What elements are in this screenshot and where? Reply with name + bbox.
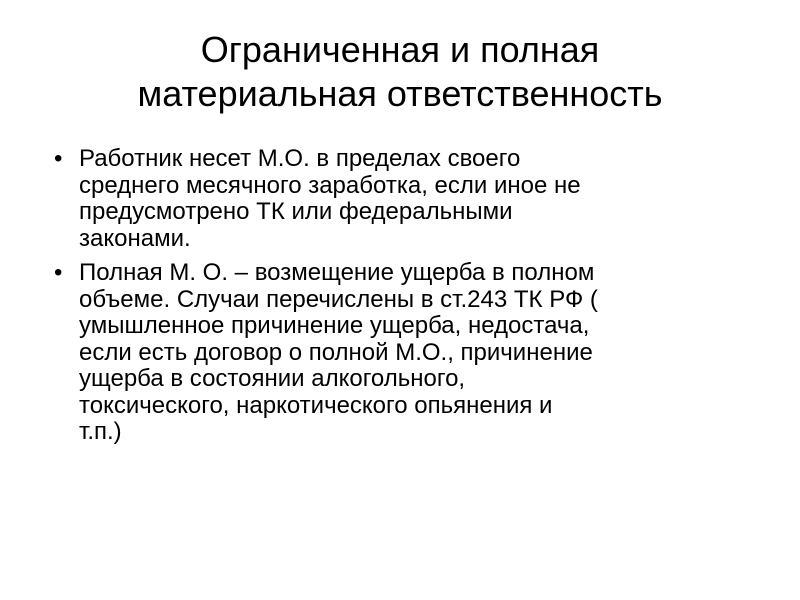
bullet-line: ущерба в состоянии алкогольного,	[79, 365, 466, 392]
bullet-icon: •	[54, 259, 63, 286]
bullet-line: Работник несет М.О. в пределах своего	[79, 145, 521, 172]
bullet-item-1	[40, 146, 770, 252]
bullet-list	[40, 146, 770, 454]
slide-title-line-1: Ограниченная и полная	[200, 29, 600, 70]
bullet-line: т.п.)	[79, 418, 122, 445]
bullet-line: объеме. Случаи перечислены в ст.243 ТК РФ (	[79, 285, 598, 313]
slide-title	[40, 28, 760, 116]
bullet-line: предусмотрено ТК или федеральными	[79, 198, 513, 225]
bullet-line: токсического, наркотического опьянения и	[79, 391, 553, 419]
bullet-line: если есть договор о полной М.О., причинение	[79, 338, 593, 366]
bullet-line: среднего месячного заработка, если иное не	[79, 171, 581, 199]
slide-title-line-2: материальная ответственность	[137, 73, 663, 114]
bullet-line: Полная М. О. – возмещение ущерба в полном	[79, 259, 595, 286]
bullet-line: законами.	[79, 224, 191, 252]
bullet-item-2	[40, 260, 770, 446]
bullet-icon: •	[54, 145, 63, 172]
bullet-line: умышленное причинение ущерба, недостача,	[79, 312, 590, 339]
